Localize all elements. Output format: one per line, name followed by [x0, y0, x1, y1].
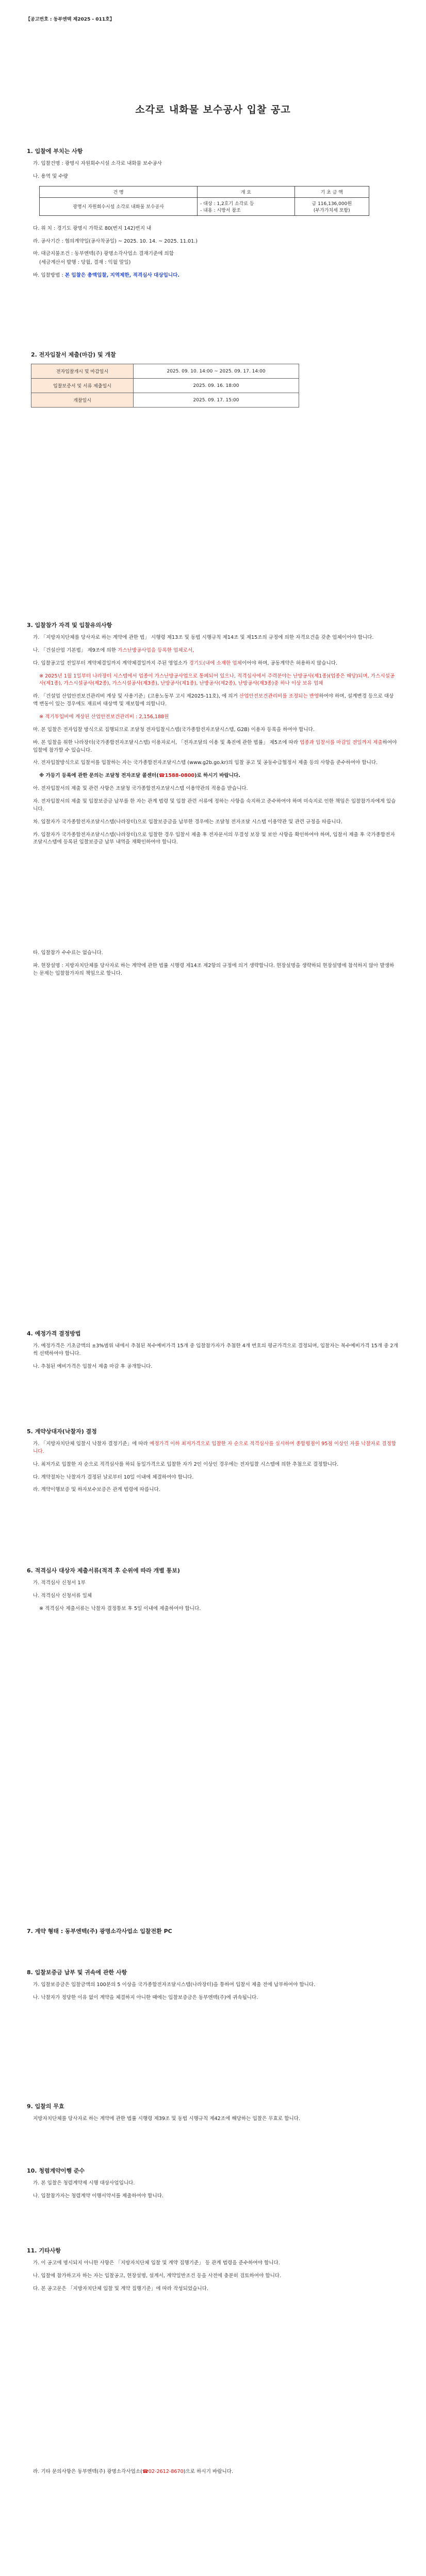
text-span: 이어야 하며, 공동계약은 허용하지 않습니다. [241, 660, 338, 666]
section-1 [27, 147, 398, 285]
section-2 [31, 350, 402, 408]
table-header: 기 초 금 액 [294, 186, 369, 197]
text-line [33, 272, 398, 280]
text-line: 나. 입찰참가자는 청렴계약 이행서약서를 제출하여야 합니다. [33, 2193, 164, 2199]
text-line: 아. 전자입찰서의 제출 및 관련 사항은 조달청 국가종합전자조달시스템 이용약관의 적용을 받습니다. [33, 786, 248, 792]
note-line: ※ 2025년 1월 1일부터 나라장터 시스템에서 업종이 가스난방공사업으로 통폐되어 있으나, 적격심사에서 주력분야는 난방공사(제1종)(업종은 해당)되며, 가스시설공사(제1종), 가스시설공사(제2종), 가스시설공사(제3종), 난방공사(제1종), 난방공사(제2종), 난방공사(제3종)중 하나 이상 보유 업체 [39, 673, 395, 687]
highlight-text: 산업안전보건관리비를 조정되는 반영 [239, 693, 319, 700]
text-line [33, 1440, 398, 1456]
text-span: ※ 가등기 등록에 관한 문의는 조달청 전자조달 콜센터( [39, 773, 159, 779]
section-5 [27, 1427, 398, 1499]
schedule-label: 개찰일시 [31, 393, 134, 408]
text-line: 차. 입찰자가 국가종합전자조달시스템(나라장터)으로 입찰보증금을 납부한 경우에는 조달청 전자조달 시스템 이용약관 및 관련 규정을 따릅니다. [33, 819, 343, 825]
section-heading: 7. 계약 형태 : 동부엔텍(주) 광명소각사업소 입찰전환 PC [27, 1928, 172, 1935]
text-span: 하여야 입찰에 참가할 수 있습니다. [33, 739, 397, 753]
text-line: 타. 입찰참가 수수료는 없습니다. [33, 950, 103, 956]
highlight-text: 업종과 입찰서를 마감일 전일까지 제출 [300, 739, 383, 745]
section-7 [27, 1927, 398, 1940]
text-span: )로 하시기 바랍니다. [194, 773, 240, 779]
section-8 [27, 1968, 398, 2007]
note-line: ※ 적격심사 제출서류는 낙찰자 결정통보 후 5일 이내에 제출하여야 합니다. [39, 1605, 201, 1612]
schedule-value: 2025. 09. 10. 14:00 ~ 2025. 09. 17. 14:00 [134, 364, 299, 379]
section-3 [27, 621, 398, 983]
text-line: 라. 공사기간 : 협의계약일(공사착공일) ~ 2025. 10. 14. ~ 2025. 11.01.) [33, 238, 198, 244]
text-span: 다. 입찰공고일 전일부터 계약체결일까지 계약체결일까지 주된 영업소가 [33, 660, 189, 666]
text-line: 다. 위 치 : 경기도 광명시 가학로 80(번지 142)번지 내 [33, 225, 152, 231]
section-11 [27, 2246, 398, 2481]
text-line: 라. 계약이행보증 및 하자보수보증은 관계 법령에 따릅니다. [33, 1487, 160, 1493]
table-header: 건 명 [40, 186, 198, 197]
text-line [33, 660, 398, 668]
text-line: 사. 전자입찰방식으로 입찰서를 입찰하는 자는 국가종합전자조달시스템 (www.g2b.go.kr)의 입찰 공고 및 공동수급협정서 제출 등의 사항을 준수하여야 합니다. [33, 760, 378, 766]
highlight-text: 경기도(내에 소재한 업체 [189, 660, 242, 666]
table-header: 개 요 [198, 186, 294, 197]
text-line [33, 693, 398, 708]
text-span: 가. 「지방자치단체 입찰시 낙찰자 결정기준」에 따라 [33, 1441, 150, 1447]
text-line: 나. 적격심사 신청서류 일체 [33, 1592, 92, 1599]
text-line: 자. 전자입찰서의 제출 및 입찰보증금 납부를 한 자는 관계 법령 및 입찰 관련 서류에 정하는 사항을 숙지하고 준수하여야 하며 미숙지로 인한 책임은 입찰참가자에게 있습니다. [33, 799, 396, 812]
section-heading: 9. 입찰의 무효 [27, 2103, 64, 2110]
text-line: 나. 낙찰자가 정당한 이유 없이 계약을 체결하지 아니한 때에는 입찰보증금은 동부엔텍(주)에 귀속됩니다. [33, 1994, 258, 2001]
schedule-table [31, 364, 299, 408]
note-line: ※ 적기투입비에 계상된 산업안전보건관리비 : 2,156,188원 [39, 714, 169, 720]
text-line: 다. 본 공고문은 「지방자치단체 입찰 및 계약 집행기준」에 따라 작성되었습니다. [33, 2285, 209, 2292]
text-span: 하여야 하며, 설계변경 등으로 대상액 변동이 있는 경우에도 재료비 대상액 및 재보험에 의합니다. [33, 693, 394, 707]
highlight-text: 예정가격 이하 최저가격으로 입찰한 자 순으로 적격심사를 실시하여 종합평점이 95점 이상인 자를 낙찰자로 결정합니다. [33, 1441, 397, 1454]
note-line [39, 772, 398, 780]
text-line [33, 739, 398, 755]
phone-number: ☎1588-0800 [158, 773, 195, 779]
text-line: 지방자치단체를 당사자로 하는 계약에 관한 법률 시행령 제39조 및 동법 시행규칙 제42조에 해당하는 입찰은 무효로 합니다. [33, 2116, 301, 2122]
text-line: (세금계산서 발행 : 당월, 결재 : 익월 말일) [39, 260, 131, 266]
section-heading: 3. 입찰참가 자격 및 입찰유의사항 [27, 622, 112, 629]
schedule-value: 2025. 09. 16. 18:00 [134, 379, 299, 393]
section-heading: 8. 입찰보증금 납부 및 귀속에 관한 사항 [27, 1969, 127, 1976]
text-span: 바. 입찰방법 : [33, 273, 65, 279]
text-line: 나. 용역 및 수량 [33, 173, 68, 179]
notice-number: 【공고번호 : 동부엔텍 제2025 - 011호】 [26, 17, 114, 22]
text-line: 마. 본 입찰은 전자입찰 방식으로 집행되므로 조달청 전자입찰시스템(국가종합전자조달시스템, G2B) 이용자 등록을 하여야 합니다. [33, 726, 315, 733]
text-line: 가. 예정가격은 기초금액의 ±3%범위 내에서 추첨된 복수예비가격 15개 중 입찰참가자가 추첨한 4개 번호의 평균가격으로 결정되며, 입찰자는 복수예비가격 15개 중 2개씩 선택하여야 합니다. [33, 1343, 398, 1357]
table-cell: 금 116,136,000원 (부가가치세 포함) [294, 197, 369, 215]
section-4 [27, 1329, 398, 1376]
section-10 [27, 2166, 398, 2206]
text-line: 나. 입찰에 참가하고자 하는 자는 입찰공고, 현장설명, 설계서, 계약일반조건 등을 사전에 충분히 검토하여야 합니다. [33, 2273, 282, 2279]
text-line: 가. 적격심사 신청서 1부 [33, 1580, 86, 1586]
text-line [33, 2468, 398, 2476]
section-heading: 11. 기타사항 [27, 2247, 61, 2254]
text-line: 카. 입찰자가 국가종합전자조달시스템(나라장터)으로 입찰한 경우 입찰서 제출 후 전자문서의 무결성 보장 및 보안 사항을 확인하여야 하며, 입찰서 제출 후 국가종합전자조달시스템에 등록된 입찰보증금 납부 내역을 재확인하여야 합니다. [33, 832, 395, 845]
text-span: 나. 「건설산업 기본법」 제9조에 의한 [33, 647, 118, 653]
section-heading: 5. 계약상대자(낙찰자) 결정 [27, 1428, 97, 1435]
section-6 [27, 1566, 398, 1618]
page-title: 소각로 내화물 보수공사 입찰 공고 [135, 104, 291, 115]
schedule-value: 2025. 09. 17. 15:00 [134, 393, 299, 408]
table-cell: 광명시 자원회수시설 소각로 내화물 보수공사 [40, 197, 198, 215]
text-span: 라. 「건설업 산업안전보건관리비 계상 및 사용기준」(고용노동부 고시 제2025-11호), 에 의거 [33, 693, 239, 700]
section-heading: 10. 청렴계약이행 준수 [27, 2167, 85, 2174]
bid-item-table [39, 186, 369, 216]
text-line: 가. 본 입찰은 청렴계약제 시행 대상사업입니다. [33, 2180, 135, 2186]
schedule-label: 전자입찰개시 및 마감일시 [31, 364, 134, 379]
text-line: 나. 최저가로 입찰한 자 순으로 적격심사를 하되 동일가격으로 입찰한 자가 2인 이상인 경우에는 전자입찰 시스템에 의한 추첨으로 결정합니다. [33, 1461, 339, 1467]
section-heading: 1. 입찰에 부치는 사항 [27, 148, 83, 155]
section-heading: 2. 전자입찰서 제출(마감) 및 개찰 [31, 351, 116, 358]
text-line: 가. 「지방자치단체를 당사자로 하는 계약에 관한 법」 시행령 제13조 및 동법 시행규칙 제14조 및 제15조의 규정에 의한 자격요건을 갖춘 업체이어야 합니다. [33, 635, 374, 640]
text-line: 가. 입찰보증금은 입찰금액의 100분의 5 이상을 국가종합전자조달시스템(나라장터)을 통하여 입찰서 제출 전에 납부하여야 합니다. [33, 1982, 316, 1988]
text-line: 가. 입찰건명 : 광명시 자원회수시설 소각로 내화물 보수공사 [33, 161, 162, 166]
section-heading: 6. 적격심사 대상자 제출서류(적격 후 순위에 따라 개별 통보) [27, 1567, 180, 1574]
text-span: )으로 하시기 바랍니다. [183, 2468, 234, 2475]
text-line: 다. 계약절차는 낙찰자가 결정된 날로부터 10일 이내에 체결하여야 합니다. [33, 1474, 194, 1480]
schedule-label: 입찰보증서 및 서류 제출일시 [31, 379, 134, 393]
section-heading: 4. 예정가격 결정방법 [27, 1330, 81, 1337]
text-span: 라. 기타 문의사항은 동부엔텍(주) 광명소각사업소( [33, 2468, 142, 2475]
phone-number: ☎02-2612-8670 [142, 2468, 184, 2475]
highlight-text: 가스난방공사업을 등록한 업체로서, [118, 647, 194, 653]
text-line: 나. 추첨된 예비가격은 입찰서 제출 마감 후 공개합니다. [33, 1363, 153, 1369]
text-line: 파. 현장설명 : 지방자치단체를 당사자로 하는 계약에 관한 법률 시행령 제14조 제2항의 규정에 의거 생략합니다. 현장설명을 생략하되 현장설명에 참석하지 않아 발생하는 문제는 입찰참가자의 책임으로 합니다. [33, 963, 395, 977]
text-line [33, 647, 398, 655]
highlight-text: 본 입찰은 총액입찰, 지역제한, 적격심사 대상입니다. [64, 273, 180, 279]
table-cell: - 대상 : 1,2호기 소각로 등 - 내용 : 시방서 참조 [198, 197, 294, 215]
text-line: 마. 대금지불조건 : 동부엔텍(주) 광명소각사업소 결재기준에 의함 [33, 251, 174, 257]
text-span: 바. 본 입찰을 위한 나라장터(국가종합전자조달시스템) 이용자로서, 「전자조달의 이용 및 촉진에 관한 법률」 제5조에 따라 [33, 739, 300, 745]
section-9 [27, 2102, 398, 2128]
text-line: 가. 이 공고에 명시되지 아니한 사항은 「지방자치단체 입찰 및 계약 집행기준」 등 관계 법령을 준수하여야 합니다. [33, 2260, 280, 2266]
